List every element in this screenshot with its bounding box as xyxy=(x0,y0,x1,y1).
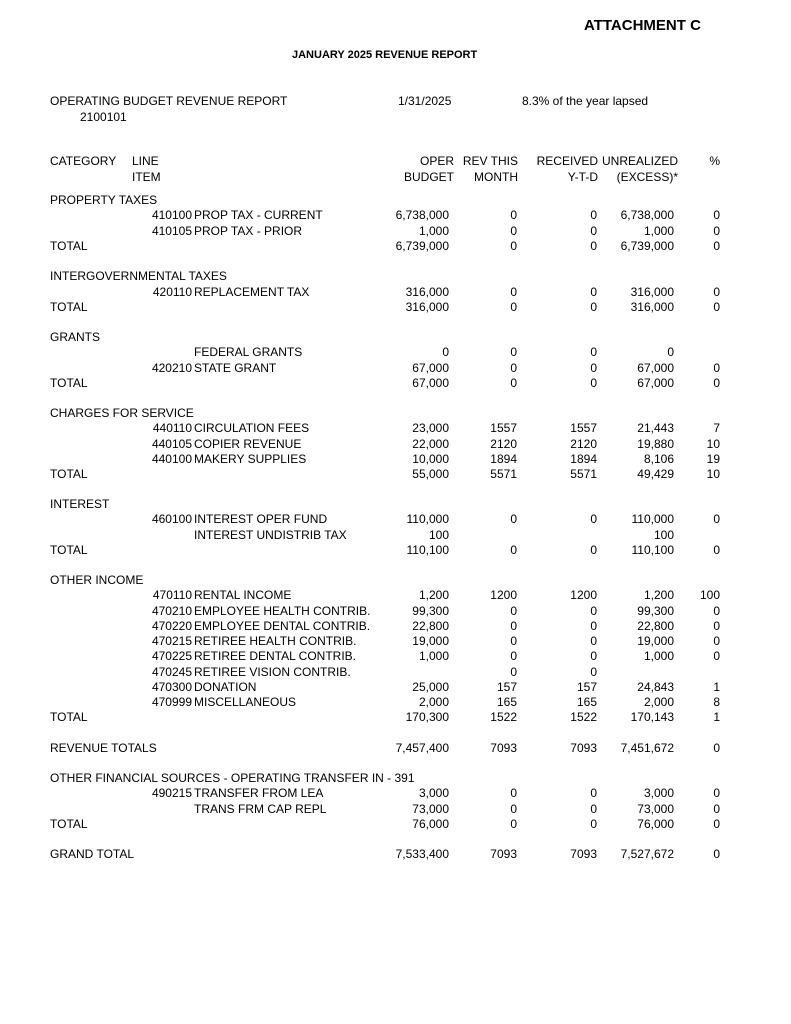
col-percent: % xyxy=(709,154,720,168)
rev-this-month-value: 2120 xyxy=(490,437,517,451)
line-item-description: MAKERY SUPPLIES xyxy=(194,452,307,466)
oper-budget-value: 6,739,000 xyxy=(395,239,449,253)
oper-budget-value: 100 xyxy=(428,528,449,542)
line-item-row xyxy=(0,695,791,710)
total-label: TOTAL xyxy=(50,710,88,724)
received-ytd-value: 157 xyxy=(576,680,597,694)
rev-this-month-value: 0 xyxy=(510,208,517,222)
total-row xyxy=(0,376,791,391)
rev-this-month-value: 1894 xyxy=(490,452,517,466)
line-item-description: COPIER REVENUE xyxy=(194,437,302,451)
line-item-row xyxy=(0,361,791,376)
col-line: LINE xyxy=(132,154,159,168)
received-ytd-value: 0 xyxy=(590,208,597,222)
total-row xyxy=(0,710,791,725)
oper-budget-value: 3,000 xyxy=(418,786,449,800)
received-ytd-value: 7093 xyxy=(570,847,597,861)
line-item-code: 410105 xyxy=(151,224,192,238)
oper-budget-value: 6,738,000 xyxy=(395,208,449,222)
rev-this-month-value: 0 xyxy=(510,285,517,299)
total-label: TOTAL xyxy=(50,817,88,831)
received-ytd-value: 0 xyxy=(590,802,597,816)
percent-value: 0 xyxy=(713,619,720,633)
total-label: REVENUE TOTALS xyxy=(50,741,157,755)
rev-this-month-value: 0 xyxy=(510,634,517,648)
unrealized-value: 1,000 xyxy=(643,224,674,238)
category-row xyxy=(0,573,791,588)
line-item-code: 470999 xyxy=(151,695,192,709)
oper-budget-value: 7,457,400 xyxy=(395,741,449,755)
received-ytd-value: 5571 xyxy=(570,467,597,481)
line-item-code: 490215 xyxy=(151,786,192,800)
category-row xyxy=(0,193,791,208)
oper-budget-value: 73,000 xyxy=(412,802,449,816)
received-ytd-value: 1200 xyxy=(570,588,597,602)
rev-this-month-value: 5571 xyxy=(490,467,517,481)
line-item-description: TRANSFER FROM LEA xyxy=(194,786,324,800)
category-label: OTHER FINANCIAL SOURCES - OPERATING TRANSFER IN - 391 xyxy=(50,771,415,785)
total-row xyxy=(0,817,791,832)
percent-value: 0 xyxy=(713,817,720,831)
unrealized-value: 100 xyxy=(653,528,674,542)
line-item-description: REPLACEMENT TAX xyxy=(194,285,310,299)
line-item-row xyxy=(0,452,791,467)
oper-budget-value: 10,000 xyxy=(412,452,449,466)
oper-budget-value: 25,000 xyxy=(412,680,449,694)
line-item-row xyxy=(0,437,791,452)
year-lapsed: 8.3% of the year lapsed xyxy=(522,94,649,108)
oper-budget-value: 67,000 xyxy=(412,361,449,375)
received-ytd-value: 0 xyxy=(590,604,597,618)
total-row xyxy=(0,847,791,862)
line-item-description: STATE GRANT xyxy=(194,361,277,375)
report-date: 1/31/2025 xyxy=(398,94,452,108)
rev-this-month-value: 1557 xyxy=(490,421,517,435)
rev-this-month-value: 0 xyxy=(510,604,517,618)
line-item-row xyxy=(0,224,791,239)
unrealized-value: 316,000 xyxy=(630,300,674,314)
percent-value: 1 xyxy=(713,680,720,694)
received-ytd-value: 0 xyxy=(590,285,597,299)
total-label: TOTAL xyxy=(50,300,88,314)
rev-this-month-value: 0 xyxy=(510,665,517,679)
unrealized-value: 49,429 xyxy=(637,467,674,481)
line-item-row xyxy=(0,619,791,634)
oper-budget-value: 316,000 xyxy=(405,300,449,314)
oper-budget-value: 110,100 xyxy=(406,543,449,557)
rev-this-month-value: 0 xyxy=(510,786,517,800)
unrealized-value: 73,000 xyxy=(637,802,674,816)
unrealized-value: 67,000 xyxy=(637,361,674,375)
unrealized-value: 67,000 xyxy=(637,376,674,390)
rev-this-month-value: 1200 xyxy=(490,588,517,602)
percent-value: 10 xyxy=(706,467,720,481)
line-item-row xyxy=(0,802,791,817)
oper-budget-value: 99,300 xyxy=(412,604,449,618)
unrealized-value: 1,000 xyxy=(643,649,674,663)
line-item-code: 470220 xyxy=(151,619,192,633)
line-item-code: 470300 xyxy=(151,680,192,694)
col-oper: OPER xyxy=(419,154,454,168)
unrealized-value: 170,143 xyxy=(630,710,674,724)
line-item-description: INTEREST OPER FUND xyxy=(194,512,328,526)
oper-budget-value: 22,800 xyxy=(412,619,449,633)
line-item-row xyxy=(0,665,791,680)
percent-value: 0 xyxy=(713,376,720,390)
rev-this-month-value: 0 xyxy=(510,619,517,633)
line-item-row xyxy=(0,634,791,649)
unrealized-value: 21,443 xyxy=(637,421,674,435)
oper-budget-value: 22,000 xyxy=(412,437,449,451)
line-item-code: 470215 xyxy=(151,634,192,648)
percent-value: 10 xyxy=(706,437,720,451)
unrealized-value: 99,300 xyxy=(637,604,674,618)
col-rev-this: REV THIS xyxy=(462,154,518,168)
rev-this-month-value: 165 xyxy=(496,695,517,709)
oper-budget-value: 2,000 xyxy=(418,695,449,709)
received-ytd-value: 2120 xyxy=(570,437,597,451)
total-row xyxy=(0,300,791,315)
line-item-row xyxy=(0,285,791,300)
line-item-description: FEDERAL GRANTS xyxy=(194,345,303,359)
unrealized-value: 0 xyxy=(667,345,674,359)
total-row xyxy=(0,741,791,756)
rev-this-month-value: 0 xyxy=(510,817,517,831)
line-item-row xyxy=(0,786,791,801)
oper-budget-value: 1,000 xyxy=(418,649,449,663)
received-ytd-value: 1557 xyxy=(570,421,597,435)
line-item-description: RETIREE HEALTH CONTRIB. xyxy=(194,634,357,648)
col-unrealized: UNREALIZED xyxy=(601,154,678,168)
rev-this-month-value: 0 xyxy=(510,224,517,238)
line-item-row xyxy=(0,528,791,543)
received-ytd-value: 0 xyxy=(590,649,597,663)
category-label: GRANTS xyxy=(50,330,101,344)
category-label: PROPERTY TAXES xyxy=(50,193,158,207)
percent-value: 0 xyxy=(713,847,720,861)
unrealized-value: 3,000 xyxy=(643,786,674,800)
oper-budget-value: 76,000 xyxy=(412,817,449,831)
line-item-description: MISCELLANEOUS xyxy=(194,695,297,709)
line-item-row xyxy=(0,512,791,527)
rev-this-month-value: 0 xyxy=(510,345,517,359)
unrealized-value: 6,738,000 xyxy=(620,208,674,222)
attachment-label: ATTACHMENT C xyxy=(584,17,701,34)
col-category: CATEGORY xyxy=(50,154,117,168)
received-ytd-value: 165 xyxy=(576,695,597,709)
unrealized-value: 76,000 xyxy=(637,817,674,831)
received-ytd-value: 0 xyxy=(590,345,597,359)
received-ytd-value: 0 xyxy=(590,665,597,679)
received-ytd-value: 0 xyxy=(590,224,597,238)
percent-value: 0 xyxy=(713,802,720,816)
line-item-code: 420210 xyxy=(151,361,192,375)
oper-budget-value: 170,300 xyxy=(405,710,449,724)
line-item-code: 440100 xyxy=(151,452,192,466)
rev-this-month-value: 0 xyxy=(510,300,517,314)
line-item-description: CIRCULATION FEES xyxy=(194,421,310,435)
unrealized-value: 110,000 xyxy=(631,512,674,526)
line-item-code: 440105 xyxy=(151,437,192,451)
percent-value: 0 xyxy=(713,300,720,314)
oper-budget-value: 1,000 xyxy=(418,224,449,238)
percent-value: 0 xyxy=(713,786,720,800)
oper-budget-value: 19,000 xyxy=(412,634,449,648)
percent-value: 1 xyxy=(713,710,720,724)
line-item-description: EMPLOYEE HEALTH CONTRIB. xyxy=(194,604,371,618)
oper-budget-value: 110,000 xyxy=(406,512,449,526)
line-item-code: 420110 xyxy=(152,285,192,299)
oper-budget-value: 7,533,400 xyxy=(395,847,449,861)
col-budget: BUDGET xyxy=(403,170,454,184)
category-label: OTHER INCOME xyxy=(50,573,144,587)
received-ytd-value: 0 xyxy=(590,543,597,557)
total-label: TOTAL xyxy=(50,467,88,481)
rev-this-month-value: 0 xyxy=(510,239,517,253)
unrealized-value: 1,200 xyxy=(643,588,674,602)
line-item-description: RETIREE VISION CONTRIB. xyxy=(194,665,351,679)
received-ytd-value: 0 xyxy=(590,512,597,526)
percent-value: 0 xyxy=(713,285,720,299)
category-row xyxy=(0,269,791,284)
rev-this-month-value: 0 xyxy=(510,376,517,390)
col-ytd: Y-T-D xyxy=(567,170,598,184)
line-item-description: EMPLOYEE DENTAL CONTRIB. xyxy=(194,619,371,633)
unrealized-value: 24,843 xyxy=(637,680,674,694)
percent-value: 0 xyxy=(713,361,720,375)
total-label: TOTAL xyxy=(50,239,88,253)
line-item-description: RETIREE DENTAL CONTRIB. xyxy=(194,649,357,663)
line-item-description: RENTAL INCOME xyxy=(194,588,292,602)
percent-value: 0 xyxy=(713,512,720,526)
line-item-code: 470245 xyxy=(151,665,192,679)
category-row xyxy=(0,330,791,345)
line-item-description: PROP TAX - CURRENT xyxy=(194,208,323,222)
category-row xyxy=(0,771,791,786)
total-label: GRAND TOTAL xyxy=(50,847,135,861)
line-item-code: 440110 xyxy=(152,421,192,435)
received-ytd-value: 0 xyxy=(590,239,597,253)
percent-value: 0 xyxy=(713,649,720,663)
oper-budget-value: 1,200 xyxy=(418,588,449,602)
oper-budget-value: 316,000 xyxy=(405,285,449,299)
rev-this-month-value: 0 xyxy=(510,512,517,526)
col-excess: (EXCESS)* xyxy=(616,170,678,184)
total-label: TOTAL xyxy=(50,543,88,557)
total-label: TOTAL xyxy=(50,376,88,390)
report-name: OPERATING BUDGET REVENUE REPORT xyxy=(50,94,288,108)
unrealized-value: 6,739,000 xyxy=(620,239,674,253)
rev-this-month-value: 1522 xyxy=(490,710,517,724)
total-row xyxy=(0,239,791,254)
unrealized-value: 7,451,672 xyxy=(620,741,674,755)
received-ytd-value: 0 xyxy=(590,634,597,648)
total-row xyxy=(0,467,791,482)
line-item-row xyxy=(0,208,791,223)
col-received: RECEIVED xyxy=(536,154,598,168)
category-label: INTEREST xyxy=(50,497,110,511)
rev-this-month-value: 0 xyxy=(510,802,517,816)
percent-value: 0 xyxy=(713,741,720,755)
rev-this-month-value: 157 xyxy=(496,680,517,694)
oper-budget-value: 0 xyxy=(442,345,449,359)
line-item-description: INTEREST UNDISTRIB TAX xyxy=(194,528,347,542)
received-ytd-value: 1522 xyxy=(570,710,597,724)
percent-value: 0 xyxy=(713,208,720,222)
percent-value: 0 xyxy=(713,239,720,253)
rev-this-month-value: 7093 xyxy=(490,741,517,755)
line-item-row xyxy=(0,604,791,619)
oper-budget-value: 67,000 xyxy=(412,376,449,390)
oper-budget-value: 23,000 xyxy=(412,421,449,435)
line-item-row xyxy=(0,421,791,436)
line-item-code: 470225 xyxy=(151,649,192,663)
unrealized-value: 316,000 xyxy=(630,285,674,299)
received-ytd-value: 0 xyxy=(590,300,597,314)
line-item-code: 410100 xyxy=(151,208,192,222)
line-item-row xyxy=(0,649,791,664)
oper-budget-value: 55,000 xyxy=(412,467,449,481)
received-ytd-value: 0 xyxy=(590,817,597,831)
unrealized-value: 19,880 xyxy=(637,437,674,451)
rev-this-month-value: 0 xyxy=(510,649,517,663)
line-item-description: DONATION xyxy=(194,680,257,694)
unrealized-value: 8,106 xyxy=(643,452,674,466)
percent-value: 0 xyxy=(713,543,720,557)
received-ytd-value: 0 xyxy=(590,361,597,375)
report-title: JANUARY 2025 REVENUE REPORT xyxy=(292,49,478,61)
rev-this-month-value: 7093 xyxy=(490,847,517,861)
line-item-row xyxy=(0,588,791,603)
received-ytd-value: 0 xyxy=(590,619,597,633)
percent-value: 0 xyxy=(713,604,720,618)
received-ytd-value: 1894 xyxy=(570,452,597,466)
percent-value: 8 xyxy=(713,695,720,709)
category-row xyxy=(0,497,791,512)
percent-value: 7 xyxy=(713,421,720,435)
total-row xyxy=(0,543,791,558)
line-item-code: 460100 xyxy=(151,512,192,526)
line-item-row xyxy=(0,680,791,695)
line-item-code: 470110 xyxy=(152,588,192,602)
line-item-description: PROP TAX - PRIOR xyxy=(194,224,303,238)
unrealized-value: 110,100 xyxy=(631,543,674,557)
percent-value: 19 xyxy=(706,452,720,466)
rev-this-month-value: 0 xyxy=(510,361,517,375)
category-label: CHARGES FOR SERVICE xyxy=(50,406,194,420)
received-ytd-value: 0 xyxy=(590,786,597,800)
received-ytd-value: 7093 xyxy=(570,741,597,755)
unrealized-value: 19,000 xyxy=(637,634,674,648)
line-item-code: 470210 xyxy=(151,604,192,618)
percent-value: 0 xyxy=(713,224,720,238)
col-month: MONTH xyxy=(474,170,518,184)
category-row xyxy=(0,406,791,421)
unrealized-value: 22,800 xyxy=(637,619,674,633)
line-item-description: TRANS FRM CAP REPL xyxy=(194,802,327,816)
line-item-row xyxy=(0,345,791,360)
percent-value: 0 xyxy=(713,634,720,648)
category-label: INTERGOVERNMENTAL TAXES xyxy=(50,269,227,283)
unrealized-value: 2,000 xyxy=(643,695,674,709)
rev-this-month-value: 0 xyxy=(510,543,517,557)
fund-number: 2100101 xyxy=(80,110,127,124)
unrealized-value: 7,527,672 xyxy=(620,847,674,861)
received-ytd-value: 0 xyxy=(590,376,597,390)
col-item: ITEM xyxy=(132,170,161,184)
percent-value: 100 xyxy=(699,588,720,602)
